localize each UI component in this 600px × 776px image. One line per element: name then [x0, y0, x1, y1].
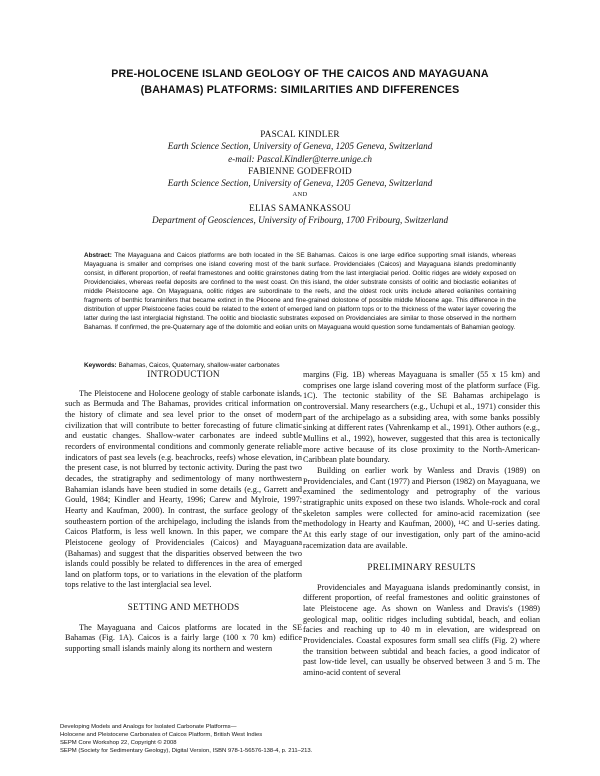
- author-1-affiliation: Earth Science Section, University of Geneva, 1205 Geneva, Switzerland: [167, 141, 433, 152]
- author-block: [60, 128, 540, 226]
- author-2-name: FABIENNE GODEFROID: [248, 165, 352, 176]
- abstract: [84, 252, 516, 333]
- right-column: [303, 370, 540, 679]
- left-column: [65, 370, 302, 655]
- introduction-heading: INTRODUCTION: [147, 370, 220, 380]
- author-3-affiliation: Department of Geosciences, University of Fribourg, 1700 Fribourg, Switzerland: [151, 215, 449, 226]
- footer-line-4: SEPM (Society for Sedimentary Geology), Digital Version, ISBN 978-1-56576-138-4, p. 211–213.: [60, 748, 313, 755]
- abstract-text: The Mayaguana and Caicos platforms are both located in the SE Bahamas. Caicos is one large edifice supporting small islands, whereas Mayaguana is smaller and comprises one island covering most of the bank surface. Providenciales (Caicos) and Mayaguana islands predominantly consist, in different proportion, of reefal framestones and oolitic grainstones dating from the last interglacial period. Oolitic ridges are widely exposed on Providenciales, whereas reefal deposits are confined to the west coast. On this island, the older substrate consists of oolitic and bioclastic eolianites of middle Pleistocene age. On Mayaguana, oolitic ridges are subordinate to the reefs, and the oldest rock units include altered eolianites containing fragments of benthic foraminifers that became extinct in the Pliocene and fine-grained dolostone of possible middle Miocene age. This difference in the distribution of upper Pleistocene facies could be related to the extent of emerged land on platform tops or to the thickness of the water layer covering the latter during the last interglacial highstand. The oolitic and bioclastic substrates exposed on Providenciales are similar to those observed in the northern Bahamas. If confirmed, the pre-Quaternary age of the dolomitic and eolian units on Mayaguana would question some fundamentals of Bahamian geology.: [84, 252, 516, 331]
- title-line-1: PRE-HOLOCENE ISLAND GEOLOGY OF THE CAICOS AND MAYAGUANA: [111, 68, 489, 80]
- footer-line-2: Holocene and Pleistocene Carbonates of Caicos Platform, British West Indies: [60, 732, 263, 739]
- methods-paragraph-2: Building on earlier work by Wanless and Dravis (1989) on Providenciales, and Cant (1977) and Pierson (1982) on Mayaguana, we examined the sedimentology and petrography of the various stratigraphic units exposed on these two islands. Whole-rock and coral skeleton samples were collected for amino-acid racemization (see methodology in Hearty and Kaufman, 2000), ¹⁴C and U-series dating. At this early stage of our investigation, only part of the amino-acid racemization data are available.: [303, 465, 540, 550]
- keywords-label: Keywords:: [84, 362, 117, 369]
- methods-heading: SETTING AND METHODS: [127, 603, 240, 614]
- footer-line-3: SEPM Core Workshop 22, Copyright © 2008: [60, 740, 177, 747]
- author-conjunction: AND: [292, 191, 308, 199]
- author-1-name: PASCAL KINDLER: [260, 129, 340, 139]
- footer-line-1: Developing Models and Analogs for Isolated Carbonate Platforms—: [60, 724, 237, 730]
- paper-title: [60, 66, 540, 98]
- abstract-label: Abstract:: [84, 252, 112, 259]
- introduction-paragraph: The Pleistocene and Holocene geology of stable carbonate islands, such as Bermuda and The Bahamas, provides critical information on the history of climate and sea level prior to the onset of modern civilization that will contribute to better forecasting of future climatic and eustatic changes. Shallow-water carbonates are indeed subtle recorders of environmental conditions and commonly generate reliable indicators of past sea levels (e.g. beachrocks, reefs) whose elevation, in the present case, is not blurred by tectonic activity. During the past two decades, the stratigraphy and sedimentology of many northwestern Bahamian islands have been studied in some details (e.g., Garrett and Gould, 1984; Kindler and Hearty, 1996; Carew and Mylroie, 1997; Hearty and Kaufman, 2000). In contrast, the surface geology of the southeastern portion of the archipelago, including the islands from the Caicos Platform, is less well known. In this paper, we compare the Pleistocene geology of Providenciales (Caicos) and Mayaguana (Bahamas) and suggest that the disparities observed between the two islands could possibly be related to differences in the area of emerged land on platform tops, or to variations in the elevation of the platform tops relative to the last interglacial sea level.: [65, 388, 302, 590]
- methods-paragraph-1: The Mayaguana and Caicos platforms are located in the SE Bahamas (Fig. 1A). Caicos is a fairly large (100 x 70 km) edifice supporting small islands mainly along its northern and western: [65, 622, 302, 654]
- author-3-name: ELIAS SAMANKASSOU: [249, 202, 351, 213]
- methods-paragraph-continued: margins (Fig. 1B) whereas Mayaguana is smaller (55 x 15 km) and comprises one large island covering most of the platform surface (Fig. 1C). The tectonic stability of the SE Bahamas archipelago is controversial. Many researchers (e.g., Uchupi et al., 1971) consider this part of the archipelago as a subsiding area, with some banks possibly sinking at different rates (Vahrenkamp et al., 1991). Other authors (e.g., Mullins et al., 1992), however, suggested that this area is tectonically more active because of its close proximity to the North-American-Caribbean plate boundary.: [303, 370, 540, 465]
- title-line-2: (BAHAMAS) PLATFORMS: SIMILARITIES AND DIFFERENCES: [140, 84, 460, 96]
- author-2-affiliation: Earth Science Section, University of Geneva, 1205 Geneva, Switzerland: [167, 178, 433, 189]
- results-paragraph-1: Providenciales and Mayaguana islands predominantly consist, in different proportion, of reefal framestones and oolitic grainstones of late Pleistocene age. As shown on Wanless and Dravis's (1989) geological map, oolitic ridges including subtidal, beach, and eolian facies and reaching up to 40 m in elevation, are widespread on Providenciales. Coastal exposures form small sea cliffs (Fig. 2) where the transition between subtidal and beach facies, a good indicator of past low-tide level, can usually be observed between 3 and 5 m. The amino-acid content of several: [303, 582, 540, 678]
- keywords-text: Bahamas, Caicos, Quaternary, shallow-water carbonates: [118, 362, 280, 369]
- author-1-email: e-mail: Pascal.Kindler@terre.unige.ch: [228, 153, 372, 164]
- keywords: [84, 362, 516, 369]
- footer-citation: [60, 723, 460, 755]
- results-heading: PRELIMINARY RESULTS: [367, 563, 476, 574]
